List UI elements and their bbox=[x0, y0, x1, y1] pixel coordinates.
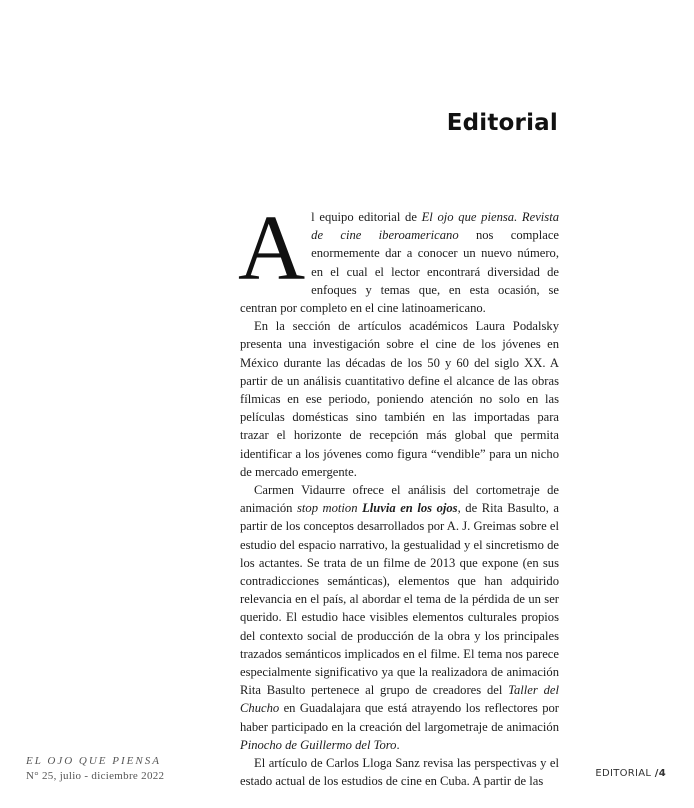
text-segment: Taller del Chucho bbox=[240, 683, 559, 716]
journal-name: EL OJO QUE PIENSA bbox=[26, 755, 161, 767]
editorial-body bbox=[238, 197, 559, 791]
text-segment: El ojo que piensa. Revista de cine iberoamericano bbox=[311, 210, 559, 243]
journal-footer bbox=[26, 754, 164, 784]
page-number: /4 bbox=[654, 768, 666, 779]
text-segment: stop motion bbox=[297, 501, 358, 516]
drop-cap: A bbox=[238, 197, 306, 300]
paragraph bbox=[240, 317, 559, 481]
text-segment: . bbox=[396, 737, 400, 752]
text-segment: En la sección de artículos académicos Laura Podalsky presenta una investigación sobre el cine de los jóvenes en México durante las décadas de los 50 y 60 del siglo XX. A partir de un análisis cuantitativo define el alcance de las obras fílmicas en ese periodo, poniendo atención no solo en las películas domésticas sino también en las importadas para trazar el horizonte de recepción más global que permita identificar a los jóvenes como figura “vendible” para un nicho de mercado emergente. bbox=[240, 319, 559, 479]
text-segment: Carmen Vidaurre ofrece el análisis del cortometraje de animación bbox=[240, 483, 559, 516]
paragraph bbox=[238, 197, 559, 317]
issue-info: N° 25, julio - diciembre 2022 bbox=[26, 770, 165, 782]
paragraph bbox=[240, 481, 559, 754]
text-segment: en Guadalajara que está atrayendo los reflectores por haber participado en la creación del largometraje de animación bbox=[240, 701, 559, 734]
paragraph bbox=[240, 754, 559, 790]
text-segment: El artículo de Carlos Lloga Sanz revisa las perspectivas y el estado actual de los estudios de cine en Cuba. A partir de las bbox=[240, 756, 559, 789]
page-title: Editorial bbox=[446, 110, 558, 136]
text-segment: l equipo editorial de bbox=[311, 210, 422, 224]
text-segment: Pinocho de Guillermo del Toro bbox=[240, 737, 397, 752]
text-segment: , de Rita Basulto, a partir de los conceptos desarrollados por A. J. Greimas sobre el estudio del espacio narrativo, la gestualidad y el sincretismo de los actantes. Se trata de un filme de 2013 que expone (en sus contradicciones semánticas), elementos que han adquirido relevancia en el país, al abordar el tema de la pérdida de un ser querido. El estudio hace visibles elementos culturales propios del contexto social de producción de la obra y los principales trazados semánticos implicados en el filme. El tema nos parece especialmente significativo ya que la realizadora de animación Rita Basulto pertenece al grupo de creadores del bbox=[240, 501, 559, 698]
page-footer bbox=[595, 768, 666, 779]
text-segment: Lluvia en los ojos bbox=[362, 501, 458, 516]
text-segment: nos complace enormemente dar a conocer un nuevo número, en el cual el lector encontrará diversidad de enfoques y temas que, en esta ocasión, se centran por completo en el cine latinoamericano. bbox=[240, 228, 559, 316]
section-label: EDITORIAL bbox=[595, 768, 652, 779]
